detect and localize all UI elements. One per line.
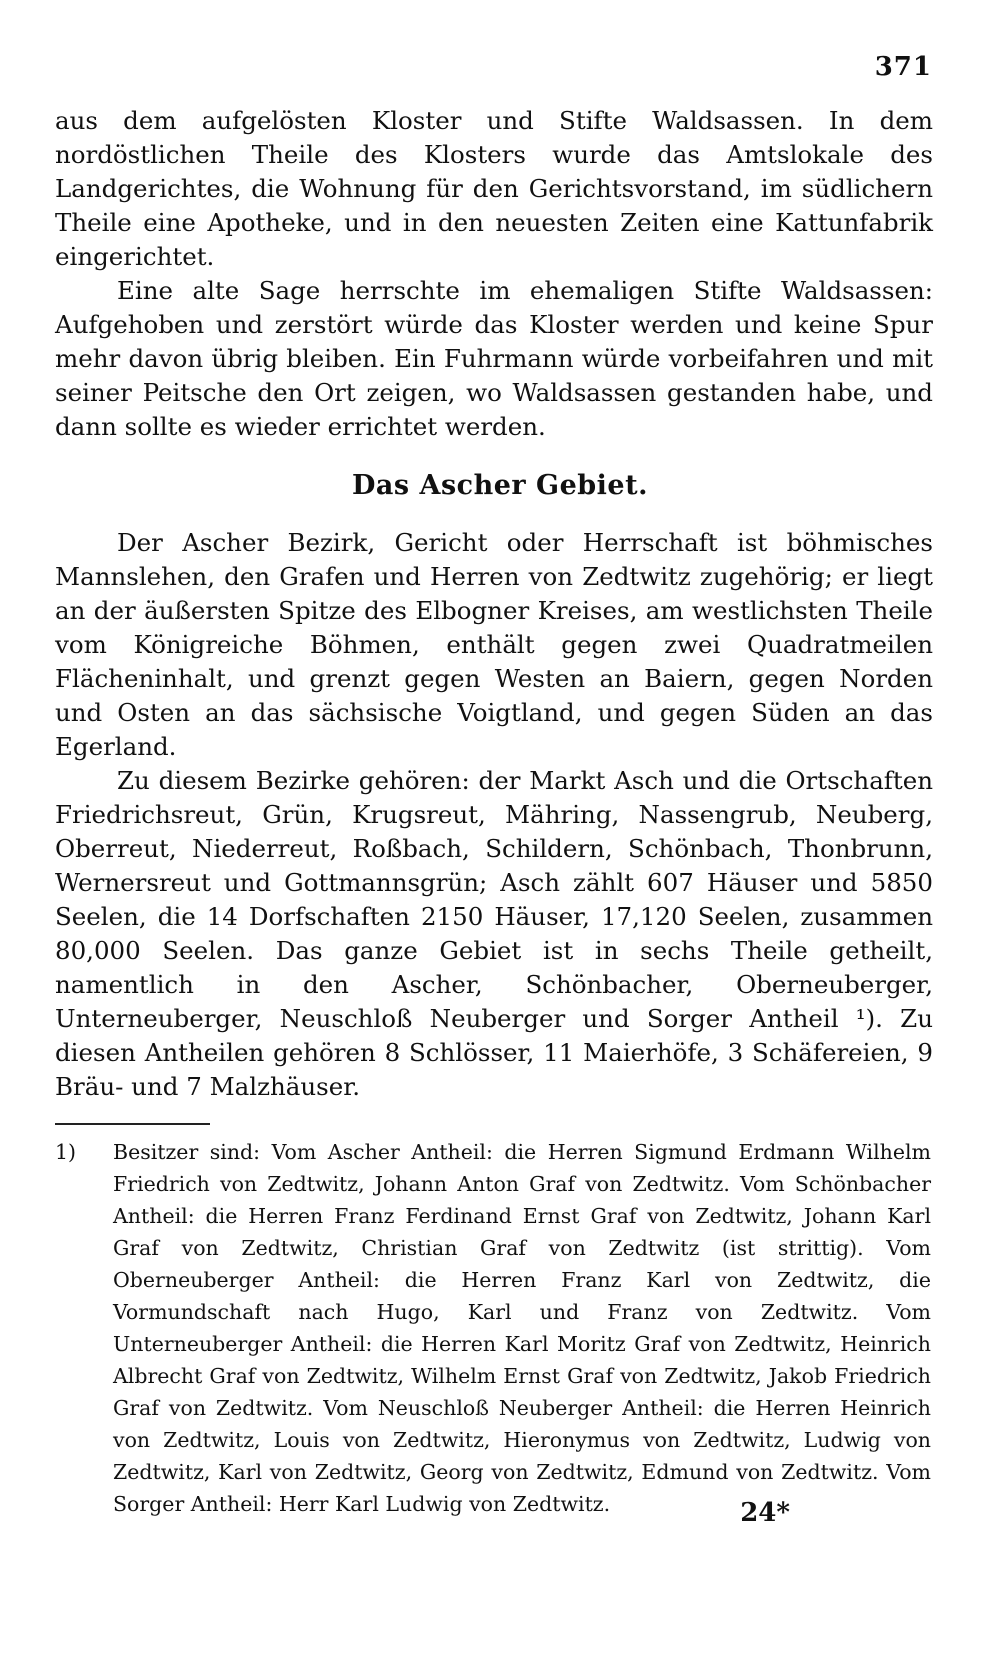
paragraph-legend: Eine alte Sage herrschte im ehemaligen Stifte Waldsassen: Aufgehoben und zerstört würde das Kloster werden und keine Spur mehr davon übrig bleiben. Ein Fuhrmann würde vorbeifahren und mit seiner Peitsche den Ort zeigen, wo Waldsassen gestanden habe, und dann sollte es wieder errichtet werden.: [55, 276, 933, 441]
body-text-top: [55, 104, 933, 444]
section-heading: Das Ascher Gebiet.: [352, 470, 648, 501]
footnote-text: Besitzer sind: Vom Ascher Antheil: die Herren Sigmund Erdmann Wilhelm Friedrich von Zedtwitz, Johann Anton Graf von Zedtwitz. Vom Schönbacher Antheil: die Herren Franz Ferdinand Ernst Graf von Zedtwitz, Johann Karl Graf von Zedtwitz, Christian Graf von Zedtwitz (ist strittig). Vom Oberneuberger Antheil: die Herren Franz Karl von Zedtwitz, die Vormundschaft nach Hugo, Karl und Franz von Zedtwitz. Vom Unterneuberger Antheil: die Herren Karl Moritz Graf von Zedtwitz, Heinrich Albrecht Graf von Zedtwitz, Wilhelm Ernst Graf von Zedtwitz, Jakob Friedrich Graf von Zedtwitz. Vom Neuschloß Neuberger Antheil: die Herren Heinrich von Zedtwitz, Louis von Zedtwitz, Hieronymus von Zedtwitz, Ludwig von Zedtwitz, Karl von Zedtwitz, Georg von Zedtwitz, Edmund von Zedtwitz. Vom Sorger Antheil: Herr Karl Ludwig von Zedtwitz.: [113, 1140, 931, 1516]
footnote-divider: [55, 1123, 210, 1125]
paragraph-ortschaften: Zu diesem Bezirke gehören: der Markt Asch und die Ortschaften Friedrichsreut, Grün, Krugsreut, Mähring, Nassengrub, Neuberg, Oberreut, Niederreut, Roßbach, Schildern, Schönbach, Thonbrunn, Wernersreut und Gottmannsgrün; Asch zählt 607 Häuser und 5850 Seelen, die 14 Dorfschaften 2150 Häuser, 17,120 Seelen, zusammen 80,000 Seelen. Das ganze Gebiet ist in sechs Theile getheilt, namentlich in den Ascher, Schönbacher, Oberneuberger, Unterneuberger, Neuschloß Neuberger und Sorger Antheil ¹). Zu diesen Antheilen gehören 8 Schlösser, 11 Maierhöfe, 3 Schäfereien, 9 Bräu- und 7 Malzhäuser.: [55, 766, 933, 1101]
body-text-bottom: [55, 526, 933, 1104]
footnote: [55, 1136, 933, 1520]
signature-mark: 24*: [740, 1498, 790, 1528]
page-number: 371: [874, 52, 932, 82]
paragraph-waldsassen-continued: aus dem aufgelösten Kloster und Stifte Waldsassen. In dem nordöstlichen Theile des Klosters wurde das Amtslokale des Landgerichtes, die Wohnung für den Gerichtsvorstand, im südlichern Theile eine Apotheke, und in den neuesten Zeiten eine Kattunfabrik eingerichtet.: [55, 106, 933, 271]
paragraph-ascher-bezirk: Der Ascher Bezirk, Gericht oder Herrschaft ist böhmisches Mannslehen, den Grafen und Herren von Zedtwitz zugehörig; er liegt an der äußersten Spitze des Elbogner Kreises, am westlichsten Theile vom Königreiche Böhmen, enthält gegen zwei Quadratmeilen Flächeninhalt, und grenzt gegen Westen an Baiern, gegen Norden und Osten an das sächsische Voigtland, und gegen Süden an das Egerland.: [55, 528, 933, 761]
footnote-label: 1): [55, 1140, 77, 1164]
